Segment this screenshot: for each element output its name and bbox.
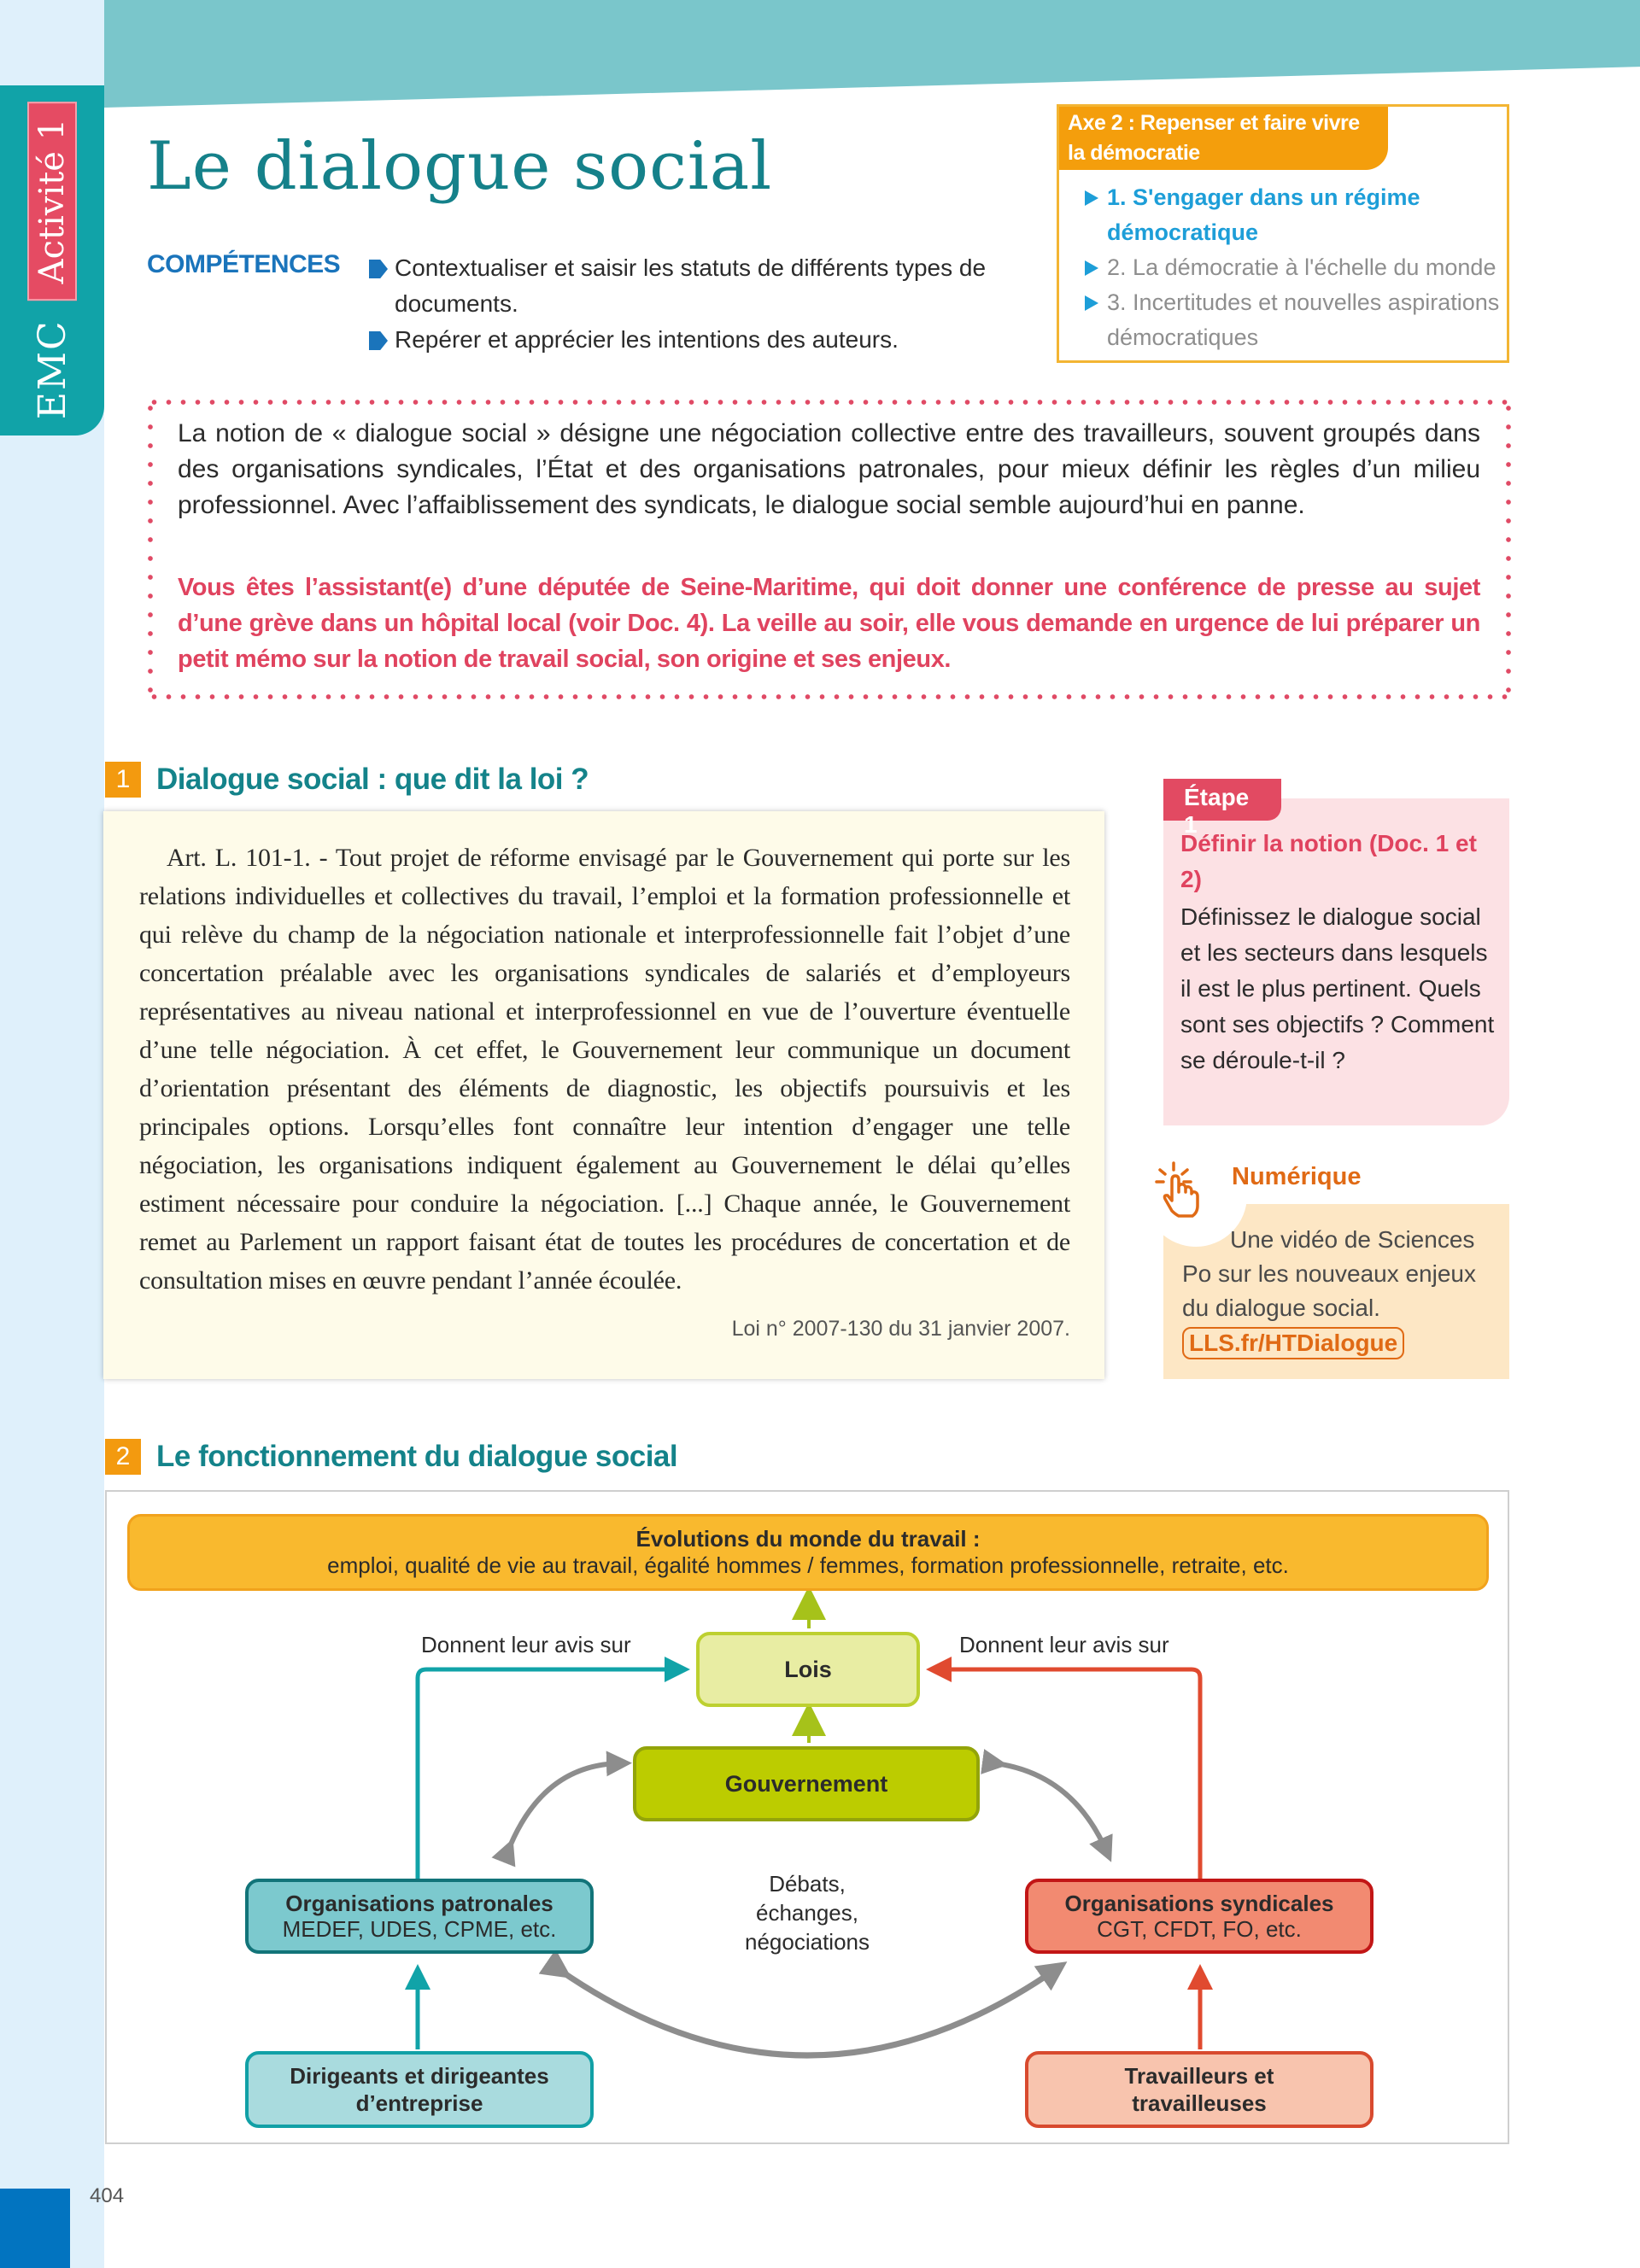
law-text: Art. L. 101-1. - Tout projet de réforme envisagé par le Gouvernement qui porte sur les relations individuelles et collectives du travail, l’emploi et la formation professionnelle et qui relève du champ de la négociation nationale et interprofessionnelle fait l’objet d’une concertation préalable avec les organisations syndicales de salariés et d’employeurs représentatives au niveau national et interprofessionnel en vue de l’ouverture éventuelle d’une telle négociation. À cet effet, le Gouvernement leur communique un document d’orientation présentant des éléments de diagnostic, les objectifs poursuivis et les principales options. Lorsqu’elles font connaître leur intention d’engager une telle négociation, les organisations indiquent également au Gouvernement le délai qu’elles estiment nécessaire pour conduire la négociation. [...] Chaque année, le Gouvernement remet au Parlement un rapport faisant état de toutes les procédures de concertation et de consultation mises en œuvre pendant l’année écoulée.: [139, 844, 1070, 1295]
bullet-arrow-icon: [369, 331, 388, 350]
doc2-heading: [105, 1439, 677, 1475]
competence-item: Repérer et apprécier les intentions des auteurs.: [369, 322, 1018, 358]
axe-chapter-link-2[interactable]: 2. La démocratie à l'échelle du monde: [1085, 250, 1503, 285]
doc1-law-excerpt: [103, 811, 1104, 1379]
dirigeants-box: Dirigeants et dirigeantes d’entreprise: [245, 2051, 594, 2128]
doc-number-badge: 1: [105, 762, 141, 798]
etape-tag: Étape 1: [1163, 779, 1281, 821]
gouvernement-box: Gouvernement: [633, 1746, 980, 1821]
page-corner-block: [0, 2189, 70, 2268]
bullet-arrow-icon: [369, 260, 388, 278]
subject-label: EMC: [30, 319, 74, 420]
travailleurs-box: Travailleurs et travailleuses: [1025, 2051, 1374, 2128]
hand-click-icon: [1153, 1160, 1215, 1221]
organisations-patronales-box: Organisations patronales MEDEF, UDES, CPME, etc.: [245, 1879, 594, 1954]
intro-dotted-box: [147, 399, 1512, 700]
intro-text: La notion de « dialogue social » désigne une négociation collective entre des travailleurs, souvent groupés dans des organisations syndicales, l’État et des organisations patronales, pour mieux définir les règles d’un milieu professionnel. Avec l’affaiblissement des syndicats, le dialogue social semble aujourd’hui en panne.: [178, 419, 1480, 519]
etape-instructions: Définissez le dialogue social et les secteurs dans lesquels il est le plus pertinent. Quels sont ses objectifs ? Comment se déroule-t-il ?: [1180, 903, 1495, 1073]
page-title: Le dialogue social: [147, 128, 773, 205]
numerique-text: Une vidéo de Sciences Po sur les nouveaux enjeux du dialogue social. LLS.fr/HTDialogue: [1182, 1223, 1498, 1360]
organisations-syndicales-box: Organisations syndicales CGT, CFDT, FO, etc.: [1025, 1879, 1374, 1954]
avis-label-right: Donnent leur avis sur: [959, 1632, 1169, 1657]
page-number: 404: [90, 2184, 125, 2207]
etape-subtitle: Définir la notion (Doc. 1 et 2): [1180, 830, 1477, 892]
dialogue-social-diagram: [105, 1490, 1509, 2144]
doc1-heading: [105, 762, 589, 798]
axe-chapter-link-1[interactable]: 1. S'engager dans un régime démocratique: [1085, 180, 1503, 250]
competence-item: Contextualiser et saisir les statuts de différents types de documents.: [369, 250, 1018, 322]
axe-heading: Axe 2 : Repenser et faire vivre la démocratie: [1059, 107, 1388, 170]
source-citation: Loi n° 2007-130 du 31 janvier 2007.: [731, 1317, 1070, 1341]
etape-box: [1163, 798, 1509, 1125]
doc-title: Dialogue social : que dit la loi ?: [156, 763, 589, 796]
triangle-bullet-icon: [1085, 260, 1098, 276]
evolutions-box: Évolutions du monde du travail : emploi, qualité de vie au travail, égalité hommes / femmes, formation professionnelle, retraite, etc.: [127, 1514, 1489, 1591]
chapter-side-tab: [0, 85, 104, 435]
avis-label-left: Donnent leur avis sur: [421, 1632, 631, 1657]
task-instruction: Vous êtes l’assistant(e) d’une députée de Seine-Maritime, qui doit donner une conférence de presse au sujet d’une grève dans un hôpital local (voir Doc. 4). La veille au soir, elle vous demande en urgence de lui préparer un petit mémo sur la notion de travail social, son origine et ses enjeux.: [178, 574, 1480, 673]
video-link[interactable]: LLS.fr/HTDialogue: [1182, 1327, 1404, 1359]
competences-list: [369, 250, 1018, 358]
doc-title: Le fonctionnement du dialogue social: [156, 1440, 678, 1473]
debats-label: Débats, échanges, négociations: [745, 1871, 870, 1955]
lois-box: Lois: [696, 1632, 920, 1707]
axe-chapter-link-3[interactable]: 3. Incertitudes et nouvelles aspirations démocratiques: [1085, 285, 1503, 355]
numerique-title: Numérique: [1232, 1163, 1362, 1190]
activity-badge: Activité 1: [27, 102, 77, 301]
axe-chapter-list: [1085, 180, 1503, 355]
triangle-bullet-icon: [1085, 295, 1098, 311]
axe-navigation-box: [1057, 104, 1509, 363]
doc-number-badge: 2: [105, 1439, 141, 1475]
triangle-bullet-icon: [1085, 190, 1098, 206]
top-header-band: [104, 0, 1640, 108]
competences-label: COMPÉTENCES: [147, 250, 341, 278]
